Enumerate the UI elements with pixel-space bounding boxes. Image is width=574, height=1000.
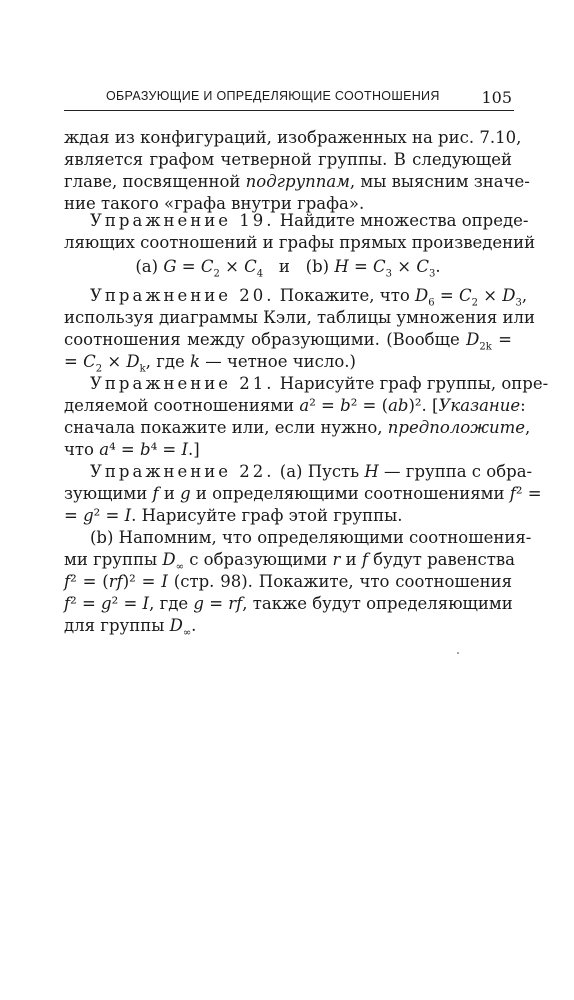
exercise-label: Упражнение 22.: [90, 462, 275, 481]
italic-word: подгруппам: [245, 172, 350, 191]
ex19-line1: Упражнение 19. Найдите множества опреде-: [90, 211, 529, 230]
page-number: 105: [481, 88, 512, 107]
ex20-line3: соотношения между образующими. (Вообще $D_{2k}$ =: [64, 330, 512, 353]
ex21-line1: Упражнение 21. Нарисуйте граф группы, опре-: [90, 374, 549, 393]
header-title: ОБРАЗУЮЩИЕ И ОПРЕДЕЛЯЮЩИЕ СООТНОШЕНИЯ: [106, 89, 440, 103]
ex22b-line5: для группы $D_\infty$.: [64, 616, 197, 639]
ex21-line4: что a⁴ = b⁴ = I.]: [64, 440, 200, 459]
para1-line4: ние такого «графа внутри графа».: [64, 194, 365, 213]
ex20-line1: Упражнение 20. Покажите, что $D_6 = C_2 \times D_3$,: [90, 286, 528, 309]
ex22-line2: зующими f и g и определяющими соотношениями f² =: [64, 484, 542, 503]
para1-line1: ждая из конфигураций, изображенных на рис. 7.10,: [64, 128, 522, 147]
ex22-line1: Упражнение 22. (a) Пусть H — группа с обра-: [90, 462, 533, 481]
para1-line3: главе, посвященной подгруппам, мы выясним значе-: [64, 172, 530, 191]
ex21-line2: деляемой соотношениями a² = b² = (ab)². [Указание:: [64, 396, 526, 415]
speck: [457, 652, 459, 654]
ex22b-line1: (b) Напомним, что определяющими соотношения-: [90, 528, 532, 547]
exercise-label: Упражнение 21.: [90, 374, 275, 393]
exercise-label: Упражнение 20.: [90, 286, 275, 305]
running-header: [64, 86, 514, 111]
ex22-line3: = g² = I. Нарисуйте граф этой группы.: [64, 506, 403, 525]
ex22b-line3: f² = (rf)² = I (стр. 98). Покажите, что соотношения: [64, 572, 512, 591]
ex21-line3: сначала покажите или, если нужно, предположите,: [64, 418, 531, 437]
ex20-line2: используя диаграммы Кэли, таблицы умножения или: [64, 308, 535, 327]
ex22b-line2: ми группы $D_\infty$ с образующими r и f будут равенства: [64, 550, 516, 573]
para1-line2: является графом четверной группы. В следующей: [64, 150, 512, 169]
ex19-formula: (a) $G = C_2 \times C_4$ и (b) $H = C_3 \times C_3$.: [135, 257, 441, 280]
ex19-line2: ляющих соотношений и графы прямых произведений: [64, 233, 536, 252]
ex22b-line4: f² = g² = I, где g = rf, также будут определяющими: [64, 594, 513, 613]
ex20-line4: = $C_2 \times D_k$, где k — четное число.): [64, 352, 356, 375]
exercise-label: Упражнение 19.: [90, 211, 275, 230]
